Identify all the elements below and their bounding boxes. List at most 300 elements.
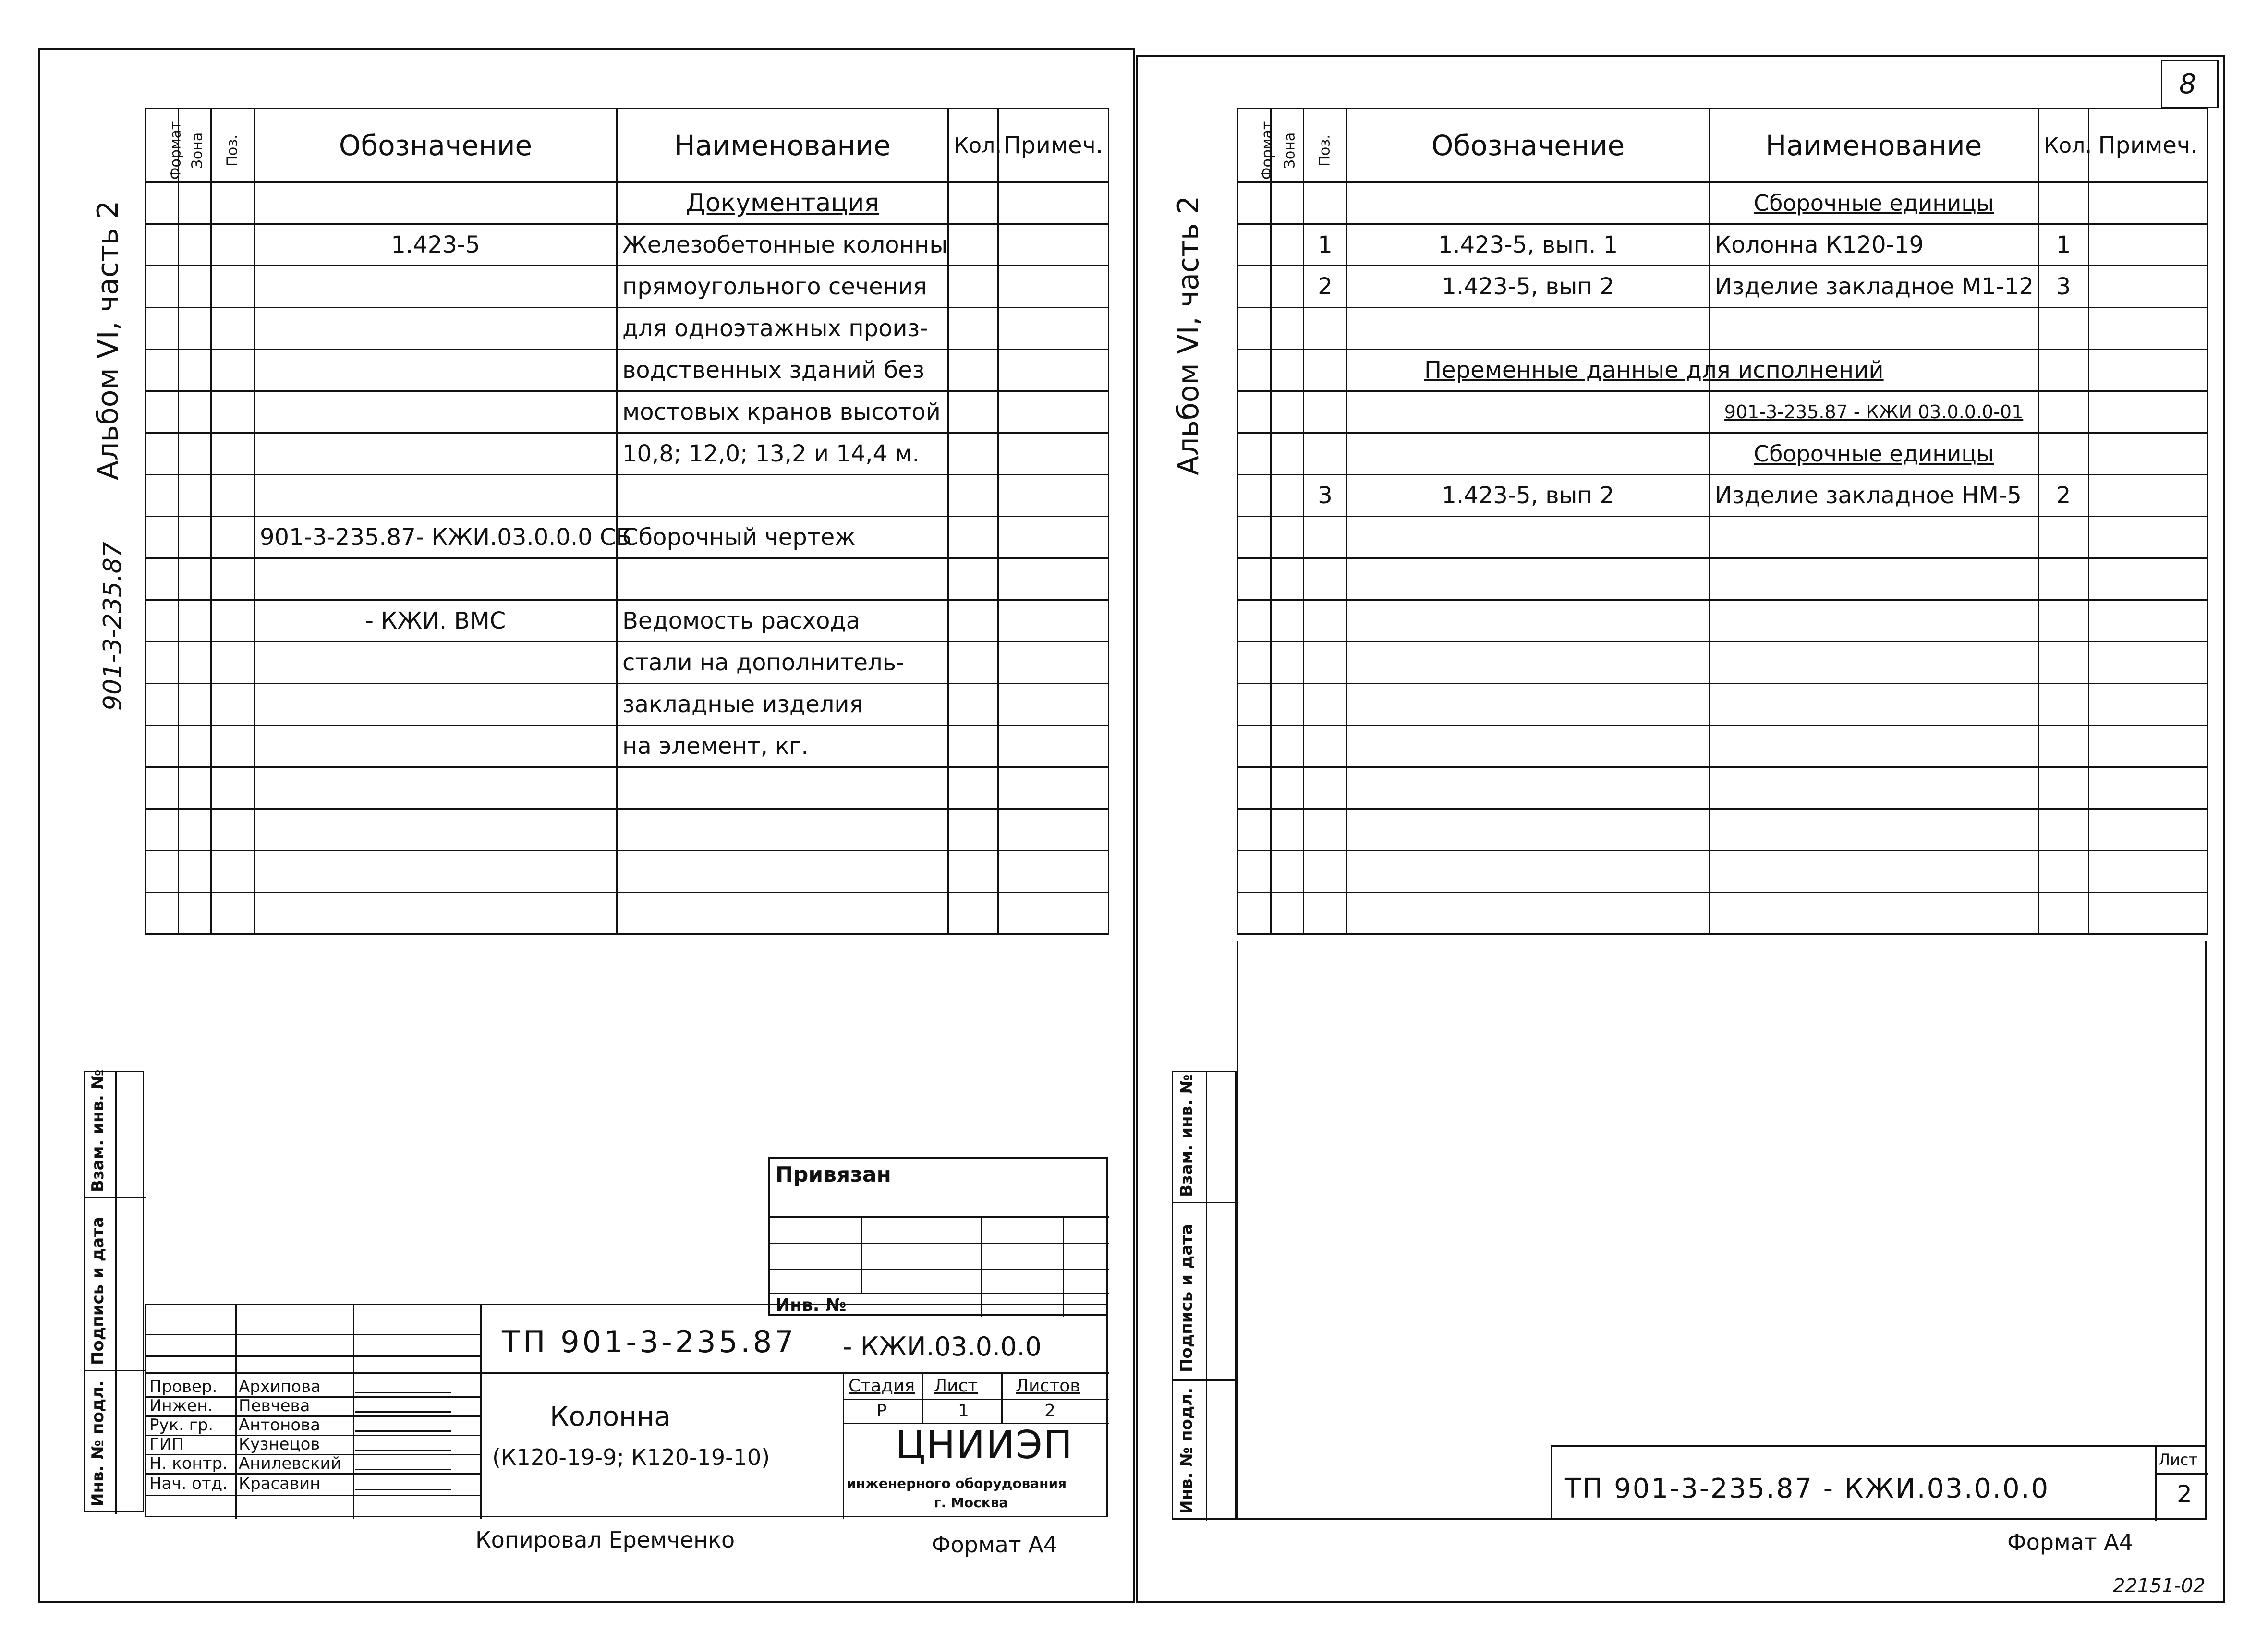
cell-format [1237,266,1271,308]
cell-designation: Переменные данные для исполнений [1347,350,1710,391]
cell-designation [1347,684,1710,726]
cell-designation: - КЖИ. ВМС [255,600,617,642]
cell-note [998,684,1109,726]
r-col-note-header: Примеч. [2089,109,2207,182]
stage-label: Стадия [849,1376,915,1396]
cell-zone [1271,809,1304,851]
cell-zone [1271,266,1304,308]
sheet-value: 1 [958,1401,969,1421]
right-album-label: Альбом VI, часть 2 [1172,195,1205,475]
cell-note [998,308,1109,350]
cell-pos [1304,851,1347,893]
cell-format [1237,893,1271,934]
cell-qty [2038,517,2089,558]
cell-qty [2038,851,2089,893]
cell-note [998,809,1109,851]
cell-zone [1271,433,1304,475]
cell-note [2089,558,2207,600]
cell-format [1237,517,1271,558]
signature-mark [355,1458,457,1470]
signer-role: Нач. отд. [149,1474,228,1493]
cell-pos [211,642,255,684]
cell-note [2089,642,2207,684]
signer-name: Кузнецов [239,1435,320,1454]
cell-name [1710,600,2038,642]
cell-zone [1271,350,1304,391]
cell-qty [2038,391,2089,433]
page-number: 8 [2179,69,2196,100]
cell-note [998,182,1109,224]
col-zone-header: Зона [179,109,211,182]
table-row [146,517,1109,558]
cell-pos [1304,308,1347,350]
cell-qty [948,350,998,391]
left-stamp-inv-podl: Инв. № подл. [88,1380,108,1507]
cell-pos [211,475,255,517]
org-line-3: г. Москва [934,1495,1008,1511]
cell-format [146,266,179,308]
signer-role: ГИП [149,1435,184,1454]
cell-note [998,224,1109,266]
cell-format [146,642,179,684]
cell-zone [179,224,211,266]
cell-zone [1271,684,1304,726]
cell-note [998,600,1109,642]
cell-zone [1271,726,1304,767]
right-table-header [1237,109,2207,182]
cell-zone [179,350,211,391]
cell-pos: 1 [1304,224,1347,266]
cell-note [2089,517,2207,558]
cell-pos [211,558,255,600]
col-qty-header: Кол. [948,109,998,182]
cell-note [998,558,1109,600]
cell-note [998,726,1109,767]
signer-name: Анилевский [239,1454,341,1473]
cell-pos [1304,182,1347,224]
cell-note [2089,308,2207,350]
cell-note [2089,809,2207,851]
cell-designation [255,475,617,517]
privyazan-label: Привязан [776,1162,891,1187]
cell-pos [211,266,255,308]
cell-pos [1304,642,1347,684]
cell-zone [179,893,211,934]
cell-qty [2038,642,2089,684]
table-row [146,391,1109,433]
r-col-name-header: Наименование [1710,109,2038,182]
cell-zone [179,600,211,642]
cell-zone [1271,600,1304,642]
cell-qty [2038,558,2089,600]
org-line-2: инженерного оборудования [847,1476,1067,1491]
signer-role: Провер. [149,1377,218,1396]
cell-name: прямоугольного сечения [617,266,948,308]
cell-format [146,558,179,600]
cell-name: Сборочные единицы [1710,433,2038,475]
cell-name [1710,684,2038,726]
table-row [1237,182,2207,224]
cell-format [1237,182,1271,224]
cell-format [146,726,179,767]
table-row [1237,809,2207,851]
cell-pos [211,391,255,433]
cell-designation [255,350,617,391]
cell-format [1237,767,1271,809]
col-format-header: Формат [146,109,179,182]
cell-format [146,391,179,433]
title-line-1: Колонна [550,1401,671,1432]
r-col-designation-header: Обозначение [1347,109,1710,182]
cell-qty [2038,350,2089,391]
table-row [1237,391,2207,433]
cell-designation [255,851,617,893]
cell-designation [1347,600,1710,642]
copied-by: Копировал Еремченко [475,1527,735,1553]
cell-format [146,517,179,558]
cell-designation [255,684,617,726]
col-designation-header: Обозначение [255,109,617,182]
table-row [146,350,1109,391]
cell-pos [211,851,255,893]
signature-mark [355,1478,457,1490]
cell-designation [1347,517,1710,558]
cell-format [146,433,179,475]
cell-note [998,517,1109,558]
cell-qty [948,893,998,934]
table-row [1237,726,2207,767]
stage-value: Р [876,1401,887,1421]
signer-role: Рук. гр. [149,1415,214,1435]
r-col-qty-header: Кол. [2038,109,2089,182]
cell-pos [211,684,255,726]
cell-name: Изделие закладное М1-12 [1710,266,2038,308]
cell-format [1237,475,1271,517]
cell-zone [179,642,211,684]
cell-designation [255,726,617,767]
cell-designation [255,558,617,600]
cell-designation [255,182,617,224]
right-stamp-podpis: Подпись и дата [1177,1224,1196,1372]
table-row [146,767,1109,809]
cell-designation: 1.423-5 [255,224,617,266]
table-row [1237,266,2207,308]
cell-qty: 1 [2038,224,2089,266]
table-row [146,684,1109,726]
right-side-stamp [1172,1071,1237,1520]
table-row [1237,851,2207,893]
cell-name: Сборочный чертеж [617,517,948,558]
cell-pos [211,517,255,558]
cell-zone [1271,308,1304,350]
sheet-label: Лист [934,1376,978,1396]
cell-pos [211,433,255,475]
cell-qty [2038,809,2089,851]
cell-name: Изделие закладное НМ-5 [1710,475,2038,517]
signer-role: Инжен. [149,1396,213,1415]
right-sheet-label: Лист [2159,1451,2198,1469]
cell-qty [2038,308,2089,350]
cell-pos [1304,809,1347,851]
signer-name: Архипова [239,1377,321,1396]
cell-note [998,391,1109,433]
cell-qty [948,391,998,433]
cell-zone [179,809,211,851]
cell-name [1710,558,2038,600]
cell-designation [1347,726,1710,767]
cell-note [2089,600,2207,642]
cell-pos [211,893,255,934]
table-row [146,600,1109,642]
cell-format [146,475,179,517]
cell-note [2089,182,2207,224]
table-row [1237,600,2207,642]
cell-qty [2038,893,2089,934]
archive-number: 22151-02 [2113,1575,2206,1597]
cell-name: Ведомость расхода [617,600,948,642]
cell-zone [1271,391,1304,433]
cell-pos: 3 [1304,475,1347,517]
table-row [1237,475,2207,517]
cell-format [146,851,179,893]
cell-pos [1304,893,1347,934]
cell-name [617,558,948,600]
table-row [146,726,1109,767]
cell-designation: 901-3-235.87- КЖИ.03.0.0.0 СБ [255,517,617,558]
org-name: ЦНИИЭП [896,1423,1073,1467]
cell-note [2089,726,2207,767]
cell-zone [179,475,211,517]
cell-format [1237,391,1271,433]
cell-note [998,893,1109,934]
cell-format [1237,642,1271,684]
doc-code-suffix: - КЖИ.03.0.0.0 [843,1331,1042,1362]
cell-name [1710,809,2038,851]
page-number-box [2161,60,2219,108]
table-row [146,475,1109,517]
cell-name [617,809,948,851]
cell-designation [255,642,617,684]
cell-note [998,475,1109,517]
cell-pos [1304,558,1347,600]
cell-note [998,433,1109,475]
cell-pos [211,726,255,767]
cell-name [617,475,948,517]
cell-pos [1304,600,1347,642]
cell-name: Железобетонные колонны [617,224,948,266]
cell-qty [948,600,998,642]
cell-qty [2038,433,2089,475]
cell-qty [2038,600,2089,642]
cell-name: водственных зданий без [617,350,948,391]
cell-designation [1347,767,1710,809]
cell-format [1237,308,1271,350]
cell-pos [211,182,255,224]
cell-name: на элемент, кг. [617,726,948,767]
table-row [146,893,1109,934]
cell-format [1237,600,1271,642]
table-row [1237,558,2207,600]
cell-zone [1271,851,1304,893]
right-stamp-inv-podl: Инв. № подл. [1177,1387,1196,1514]
cell-qty [948,767,998,809]
cell-name [1710,767,2038,809]
cell-format [1237,224,1271,266]
cell-note [2089,266,2207,308]
sheets-label: Листов [1016,1376,1080,1396]
cell-zone [179,726,211,767]
table-row [1237,767,2207,809]
cell-qty [948,517,998,558]
signature-mark [355,1400,457,1413]
cell-pos [1304,433,1347,475]
cell-note [2089,893,2207,934]
cell-pos [1304,350,1347,391]
cell-zone [1271,893,1304,934]
cell-zone [179,391,211,433]
col-pos-header: Поз. [211,109,255,182]
signer-role: Н. контр. [149,1454,228,1473]
left-table-header [146,109,1109,182]
right-stamp-vzam: Взам. инв. № [1177,1074,1196,1197]
cell-pos [211,350,255,391]
cell-designation [1347,642,1710,684]
cell-name [617,851,948,893]
cell-name [617,893,948,934]
cell-designation [255,391,617,433]
cell-format [146,182,179,224]
cell-designation [1347,433,1710,475]
cell-pos [1304,684,1347,726]
right-title-block [1551,1445,2207,1520]
col-name-header: Наименование [617,109,948,182]
cell-note [2089,224,2207,266]
cell-name [1710,308,2038,350]
cell-pos [1304,391,1347,433]
table-row [146,308,1109,350]
cell-name [1710,517,2038,558]
r-col-pos-header: Поз. [1304,109,1347,182]
table-row [146,642,1109,684]
cell-qty: 3 [2038,266,2089,308]
cell-qty [2038,726,2089,767]
table-row [146,809,1109,851]
cell-name: 10,8; 12,0; 13,2 и 14,4 м. [617,433,948,475]
cell-format [1237,558,1271,600]
cell-note [2089,684,2207,726]
cell-zone [1271,224,1304,266]
cell-qty [948,684,998,726]
table-row [1237,308,2207,350]
cell-zone [179,433,211,475]
right-format: Формат А4 [2007,1529,2133,1555]
cell-name [1710,851,2038,893]
sheets-value: 2 [1044,1401,1055,1421]
cell-zone [179,182,211,224]
cell-note [2089,851,2207,893]
cell-pos [211,308,255,350]
cell-designation [1347,391,1710,433]
cell-qty: 2 [2038,475,2089,517]
cell-qty [948,809,998,851]
title-line-2: (К120-19-9; К120-19-10) [492,1444,770,1470]
cell-note [2089,767,2207,809]
table-row [146,266,1109,308]
cell-format [1237,851,1271,893]
cell-note [2089,475,2207,517]
cell-designation [255,266,617,308]
cell-note [2089,350,2207,391]
cell-qty [948,182,998,224]
cell-zone [179,558,211,600]
cell-format [146,308,179,350]
r-col-zone-header: Зона [1271,109,1304,182]
cell-zone [179,308,211,350]
cell-name: закладные изделия [617,684,948,726]
r-col-format-header: Формат [1237,109,1271,182]
cell-zone [1271,558,1304,600]
cell-format [1237,350,1271,391]
table-row [146,851,1109,893]
cell-designation [1347,308,1710,350]
left-format: Формат А4 [932,1532,1057,1558]
cell-format [146,224,179,266]
cell-format [146,350,179,391]
cell-designation [255,433,617,475]
left-title-block [145,1304,1108,1517]
table-row [1237,350,2207,391]
cell-name: Сборочные единицы [1710,182,2038,224]
table-row [146,558,1109,600]
cell-note [998,266,1109,308]
cell-designation: 1.423-5, вып 2 [1347,475,1710,517]
cell-format [146,893,179,934]
cell-qty [948,308,998,350]
cell-note [998,767,1109,809]
cell-designation [255,809,617,851]
cell-pos [211,767,255,809]
cell-qty [948,851,998,893]
cell-format [1237,809,1271,851]
cell-zone [1271,642,1304,684]
right-spec-table [1237,108,2208,935]
col-note-header: Примеч. [998,109,1109,182]
signature-mark [355,1439,457,1451]
cell-designation [255,767,617,809]
signer-name: Антонова [239,1415,320,1435]
signature-mark [355,1419,457,1432]
cell-name [1710,893,2038,934]
cell-zone [179,266,211,308]
cell-format [146,684,179,726]
cell-format [146,600,179,642]
cell-name: стали на дополнитель- [617,642,948,684]
cell-designation [255,308,617,350]
cell-format [1237,433,1271,475]
cell-designation: 1.423-5, вып 2 [1347,266,1710,308]
left-album-label: Альбом VI, часть 2 [91,200,125,480]
cell-designation [1347,182,1710,224]
table-row [146,224,1109,266]
left-album-code: 901-3-235.87 [98,542,127,711]
inv-no-label: Инв. № [776,1295,847,1315]
cell-zone [1271,517,1304,558]
table-row [1237,433,2207,475]
cell-note [998,350,1109,391]
cell-qty [2038,684,2089,726]
cell-name: Документация [617,182,948,224]
table-row [1237,517,2207,558]
